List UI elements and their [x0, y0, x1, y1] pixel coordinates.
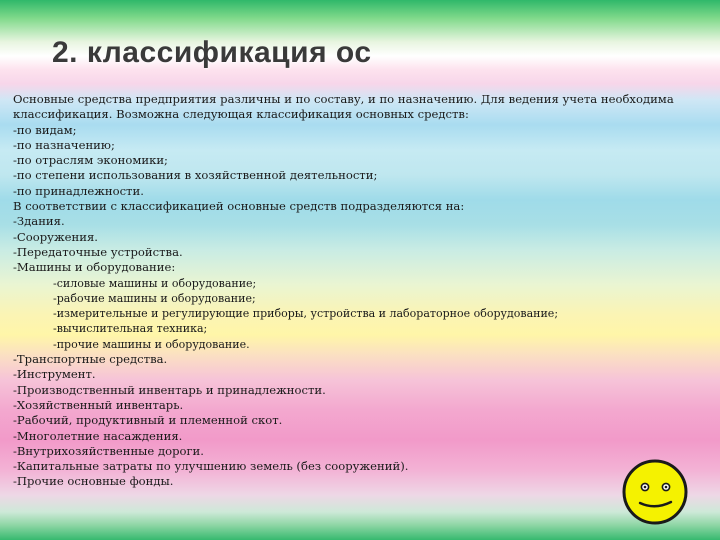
category-item: -Сооружения.: [13, 229, 98, 244]
classification-item: -по степени использования в хозяйственной деятельности;: [13, 168, 378, 183]
machinery-subitem: -рабочие машины и оборудование;: [53, 291, 256, 305]
slide-title: 2. классификация ос: [52, 36, 372, 69]
category-item: -Транспортные средства.: [13, 352, 168, 367]
category-item: -Хозяйственный инвентарь.: [13, 397, 184, 412]
classification-item: -по видам;: [13, 122, 77, 137]
slide-body: [13, 92, 713, 490]
category-item: -Здания.: [13, 214, 65, 229]
category-item: -Многолетние насаждения.: [13, 428, 183, 443]
machinery-subitem: -силовые машины и оборудование;: [53, 276, 257, 290]
category-item: -Капитальные затраты по улучшению земель (без сооружений).: [13, 459, 409, 474]
classification-item: -по назначению;: [13, 137, 115, 152]
machinery-subitem: -вычислительная техника;: [53, 322, 208, 336]
category-item: -Прочие основные фонды.: [13, 474, 174, 489]
smiley-face-icon: [621, 458, 689, 526]
category-item: -Внутрихозяйственные дороги.: [13, 443, 204, 458]
classification-item: -по отраслям экономики;: [13, 153, 168, 168]
subdivision-intro: В соответствии с классификацией основные средств подразделяются на:: [13, 199, 465, 214]
category-item: -Рабочий, продуктивный и племенной скот.: [13, 413, 283, 428]
category-item: -Передаточные устройства.: [13, 244, 183, 259]
category-item: -Производственный инвентарь и принадлежности.: [13, 382, 326, 397]
intro-paragraph: Основные средства предприятия различны и по составу, и по назначению. Для ведения учета необходима классификация. Возможна следующая классификация основных средств:: [13, 92, 674, 122]
category-item: -Машины и оборудование:: [13, 260, 176, 275]
category-item: -Инструмент.: [13, 367, 96, 382]
machinery-subitem: -измерительные и регулирующие приборы, устройства и лабораторное оборудование;: [53, 307, 559, 321]
classification-item: -по принадлежности.: [13, 183, 144, 198]
machinery-subitem: -прочие машины и оборудование.: [53, 337, 250, 351]
